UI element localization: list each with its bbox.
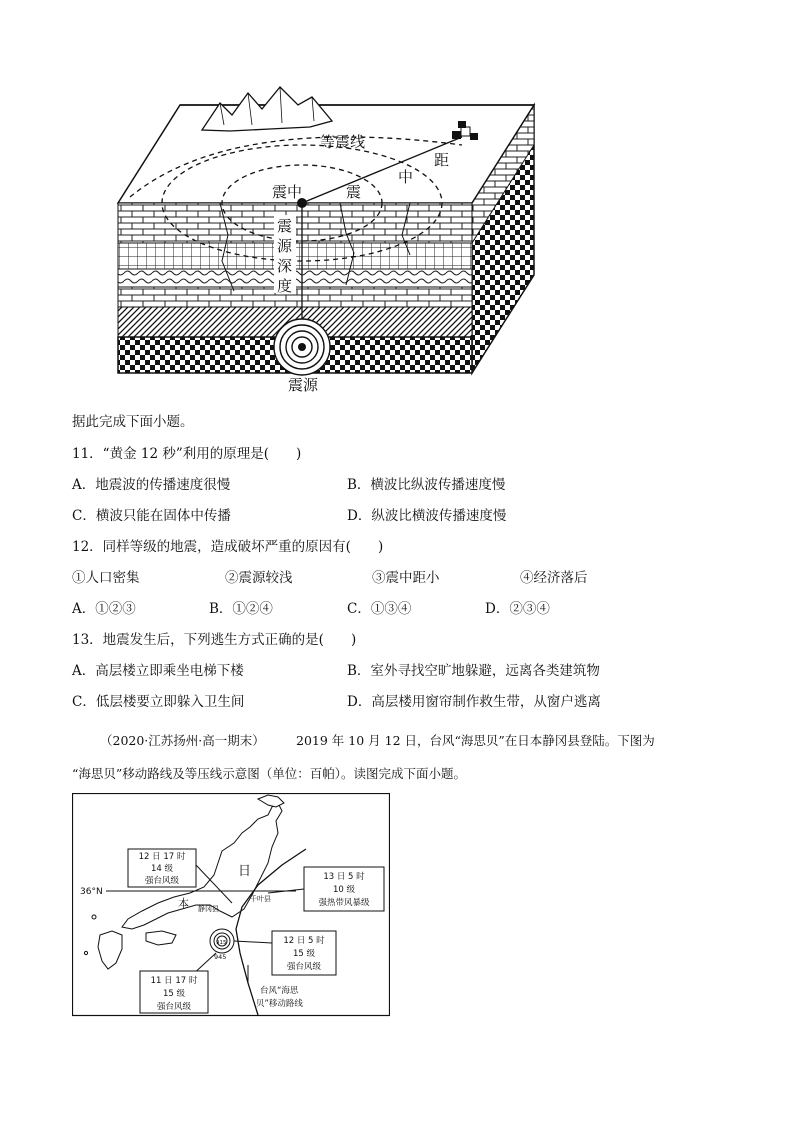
intro-text: 据此完成下面小题。	[72, 414, 194, 430]
box-11-17-line-2: 15 级	[162, 989, 186, 999]
passage-source: （2020·江苏扬州·高一期末）	[100, 733, 265, 748]
focus-label: 震源	[288, 376, 319, 394]
box-12-17-line-2: 14 级	[150, 864, 174, 874]
q12-option-d[interactable]: D．②③④	[485, 601, 550, 617]
q13-option-d[interactable]: D．高层楼用窗帘制作救生带，从窗户逃离	[347, 694, 601, 710]
q11-option-d[interactable]: D．纵波比横波传播速度慢	[347, 508, 507, 524]
box-11-17-line-3: 强台风级	[156, 1002, 192, 1012]
passage-line-2: “海思贝”移动路线及等压线示意图（单位：百帕）。读图完成下面小题。	[72, 766, 467, 781]
q11-option-b[interactable]: B．横波比纵波传播速度慢	[347, 477, 506, 493]
depth-char-2: 源	[277, 237, 293, 255]
place-shizuoka: 静冈县	[198, 905, 219, 913]
depth-char-4: 度	[277, 277, 293, 295]
box-12-5-line-3: 强台风级	[286, 962, 322, 972]
country-char-ben: 本	[178, 897, 189, 910]
q12-option-a[interactable]: A．①②③	[72, 601, 136, 617]
pressure-inner: 915	[216, 940, 227, 946]
q12-option-c[interactable]: C．①③④	[347, 601, 412, 617]
question-11-stem: 11．“黄金 12 秒”利用的原理是( )	[72, 446, 302, 462]
passage-line-1: 2019 年 10 月 12 日，台风“海思贝”在日本静冈县登陆。下图为	[296, 733, 655, 748]
earthquake-block-diagram	[110, 85, 540, 395]
q12-option-b[interactable]: B．①②④	[209, 601, 273, 617]
box-12-5-line-2: 15 级	[292, 949, 316, 959]
distance-char-3: 震	[346, 183, 362, 201]
q12-item-4: ④经济落后	[520, 570, 588, 586]
box-13-5-line-1: 13 日 5 时	[323, 872, 365, 882]
q12-item-2: ②震源较浅	[225, 570, 293, 586]
question-13-stem: 13．地震发生后，下列逃生方式正确的是( )	[72, 632, 357, 648]
q13-option-a[interactable]: A．高层楼立即乘坐电梯下楼	[72, 663, 244, 679]
box-12-5-line-1: 12 日 5 时	[283, 936, 325, 946]
country-char-ri: 日	[238, 864, 252, 879]
typhoon-map	[72, 793, 390, 1017]
box-11-17-line-1: 11 日 17 时	[150, 976, 198, 986]
place-chiba: 千叶县	[250, 895, 271, 903]
depth-char-3: 深	[277, 257, 293, 275]
question-12-stem: 12．同样等级的地震，造成破坏严重的原因有( )	[72, 539, 384, 555]
q12-item-3: ③震中距小	[372, 570, 440, 586]
epicenter-label: 震中	[272, 183, 303, 201]
pressure-outer: 945	[214, 953, 227, 961]
box-13-5-line-2: 10 级	[332, 885, 356, 895]
isoseismal-label: 等震线	[320, 133, 366, 151]
box-12-17-line-1: 12 日 17 时	[138, 852, 186, 862]
q12-item-1: ①人口密集	[72, 570, 140, 586]
q13-option-b[interactable]: B．室外寻找空旷地躲避，远离各类建筑物	[347, 663, 600, 679]
distance-char-2: 中	[398, 168, 414, 186]
depth-char-1: 震	[277, 217, 293, 235]
latitude-36n-label: 36°N	[80, 887, 103, 897]
box-13-5-line-3: 强热带风暴级	[318, 898, 370, 908]
distance-char-1: 距	[434, 151, 450, 169]
route-label-line-2: 贝”移动路线	[256, 999, 303, 1009]
box-12-17-line-3: 强台风级	[144, 876, 180, 886]
q13-option-c[interactable]: C．低层楼要立即躲入卫生间	[72, 694, 245, 710]
q11-option-a[interactable]: A．地震波的传播速度很慢	[72, 477, 231, 493]
q11-option-c[interactable]: C．横波只能在固体中传播	[72, 508, 231, 524]
route-label-line-1: 台风“海思	[260, 986, 299, 996]
